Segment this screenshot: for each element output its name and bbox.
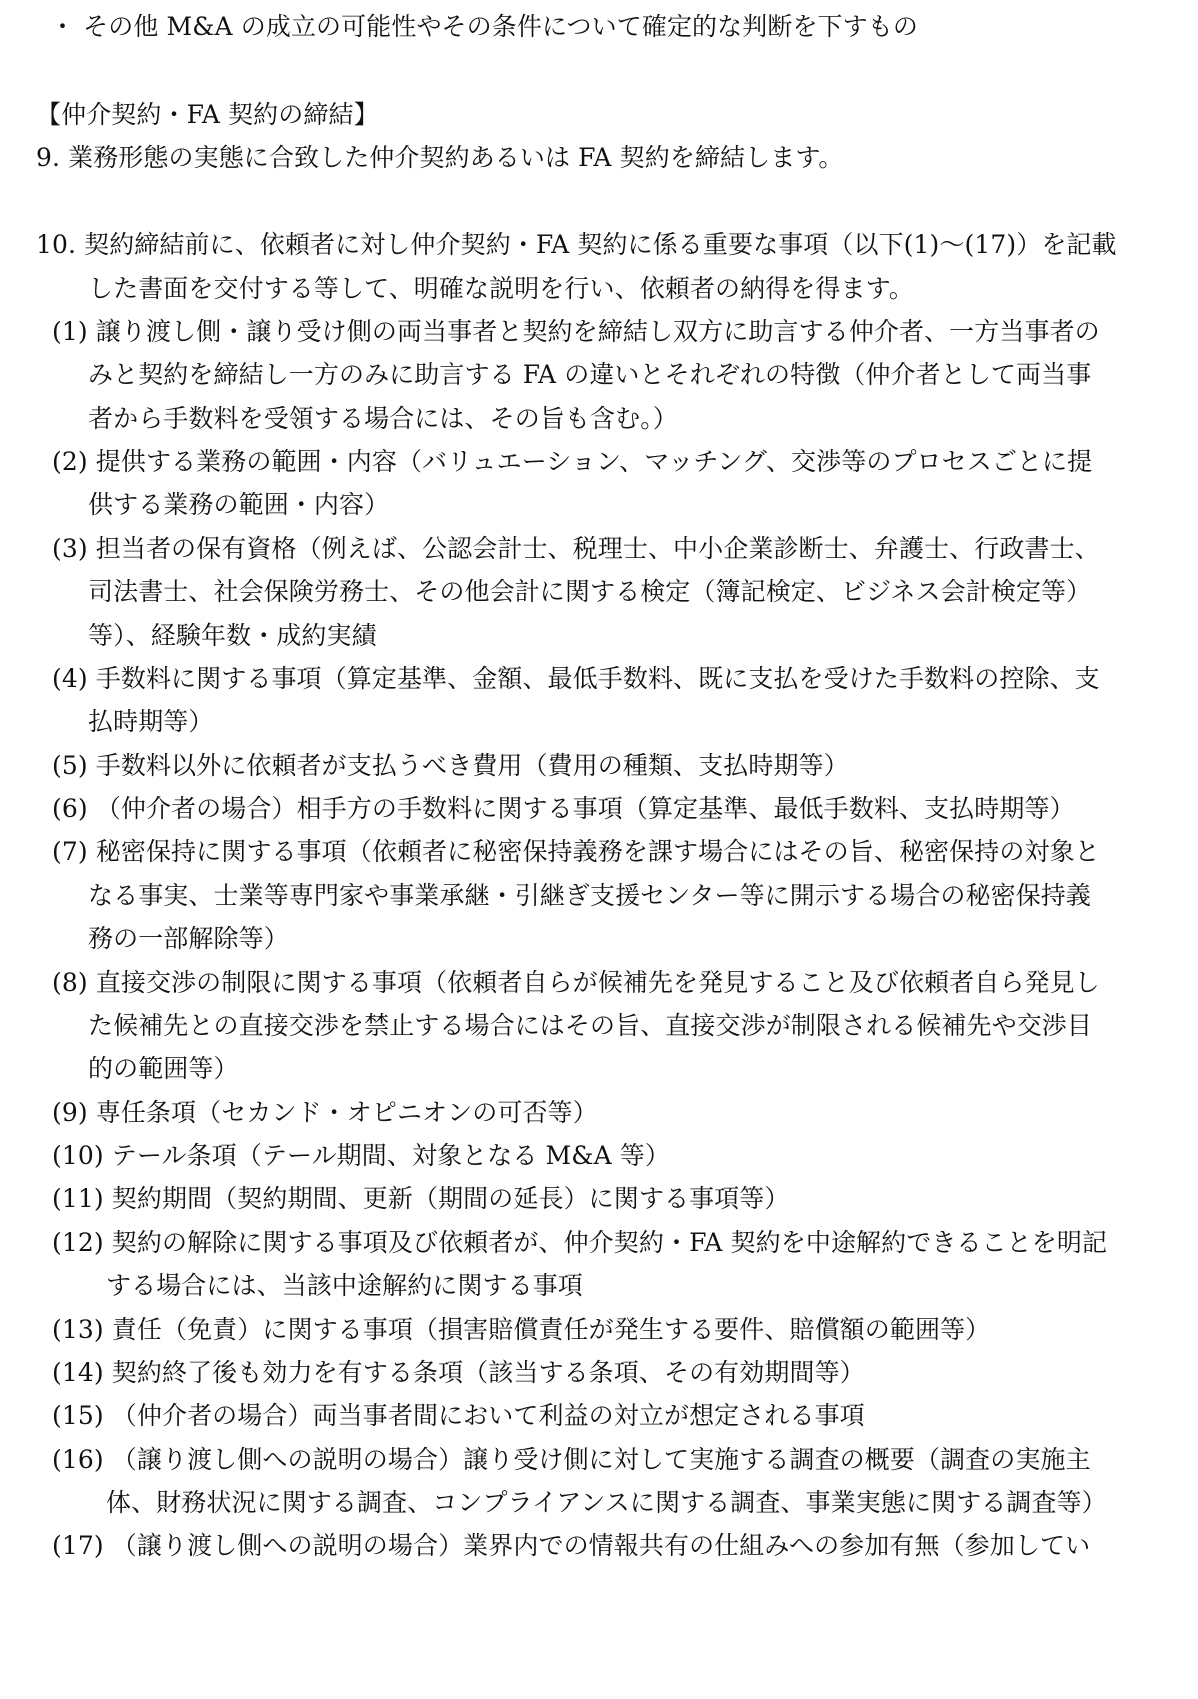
subitem-7-line-3: 務の一部解除等） bbox=[88, 924, 289, 953]
subitem-1-line-2: みと契約を締結し一方のみに助言する FA の違いとそれぞれの特徴（仲介者として両当事 bbox=[88, 360, 1092, 389]
subitem-16-line-1: (16) （譲り渡し側への説明の場合）譲り受け側に対して実施する調査の概要（調査の実施主 bbox=[52, 1445, 1091, 1474]
subitem-4-line-2: 払時期等） bbox=[88, 707, 214, 736]
subitem-14: (14) 契約終了後も効力を有する条項（該当する条項、その有効期間等） bbox=[52, 1358, 865, 1387]
subitem-17-line-1: (17) （譲り渡し側への説明の場合）業界内での情報共有の仕組みへの参加有無（参加してい bbox=[52, 1531, 1091, 1560]
subitem-5: (5) 手数料以外に依頼者が支払うべき費用（費用の種類、支払時期等） bbox=[52, 751, 849, 780]
list-item-10-line-1: 10. 契約締結前に、依頼者に対し仲介契約・FA 契約に係る重要な事項（以下(1)～(17)）を記載 bbox=[36, 230, 1117, 259]
subitem-9: (9) 専任条項（セカンド・オピニオンの可否等） bbox=[52, 1098, 598, 1127]
subitem-8-line-1: (8) 直接交渉の制限に関する事項（依頼者自らが候補先を発見すること及び依頼者自ら発見し bbox=[52, 968, 1100, 997]
subitem-6: (6) （仲介者の場合）相手方の手数料に関する事項（算定基準、最低手数料、支払時期等） bbox=[52, 794, 1075, 823]
list-item-10-line-2: した書面を交付する等して、明確な説明を行い、依頼者の納得を得ます。 bbox=[88, 274, 914, 303]
bullet-line: ・ その他 M&A の成立の可能性やその条件について確定的な判断を下すもの bbox=[50, 12, 918, 41]
subitem-2-line-2: 供する業務の範囲・内容） bbox=[88, 490, 390, 519]
subitem-3-line-2: 司法書士、社会保険労務士、その他会計に関する検定（簿記検定、ビジネス会計検定等） bbox=[88, 577, 1092, 606]
subitem-11: (11) 契約期間（契約期間、更新（期間の延長）に関する事項等） bbox=[52, 1184, 790, 1213]
subitem-1-line-3: 者から手数料を受領する場合には、その旨も含む。） bbox=[88, 404, 678, 433]
subitem-15: (15) （仲介者の場合）両当事者間において利益の対立が想定される事項 bbox=[52, 1401, 865, 1430]
subitem-8-line-3: 的の範囲等） bbox=[88, 1054, 239, 1083]
subitem-10: (10) テール条項（テール期間、対象となる M&A 等） bbox=[52, 1141, 670, 1170]
subitem-3-line-3: 等）、経験年数・成約実績 bbox=[88, 621, 377, 650]
list-item-9: 9. 業務形態の実態に合致した仲介契約あるいは FA 契約を締結します。 bbox=[36, 143, 844, 172]
subitem-12-line-1: (12) 契約の解除に関する事項及び依頼者が、仲介契約・FA 契約を中途解約できることを明記 bbox=[52, 1228, 1108, 1257]
subitem-7-line-2: なる事実、士業等専門家や事業承継・引継ぎ支援センター等に開示する場合の秘密保持義 bbox=[88, 881, 1092, 910]
subitem-2-line-1: (2) 提供する業務の範囲・内容（バリュエーション、マッチング、交渉等のプロセスごとに提 bbox=[52, 447, 1093, 476]
subitem-3-line-1: (3) 担当者の保有資格（例えば、公認会計士、税理士、中小企業診断士、弁護士、行政書士、 bbox=[52, 534, 1100, 563]
section-heading: 【仲介契約・FA 契約の締結】 bbox=[36, 100, 379, 129]
subitem-1-line-1: (1) 譲り渡し側・譲り受け側の両当事者と契約を締結し双方に助言する仲介者、一方当事者の bbox=[52, 317, 1100, 346]
subitem-16-line-2: 体、財務状況に関する調査、コンプライアンスに関する調査、事業実態に関する調査等） bbox=[106, 1488, 1107, 1517]
subitem-8-line-2: た候補先との直接交渉を禁止する場合にはその旨、直接交渉が制限される候補先や交渉目 bbox=[88, 1011, 1093, 1040]
subitem-12-line-2: する場合には、当該中途解約に関する事項 bbox=[106, 1271, 583, 1300]
subitem-4-line-1: (4) 手数料に関する事項（算定基準、金額、最低手数料、既に支払を受けた手数料の控除、支 bbox=[52, 664, 1100, 693]
subitem-13: (13) 責任（免責）に関する事項（損害賠償責任が発生する要件、賠償額の範囲等） bbox=[52, 1315, 991, 1344]
subitem-7-line-1: (7) 秘密保持に関する事項（依頼者に秘密保持義務を課す場合にはその旨、秘密保持の対象と bbox=[52, 837, 1100, 866]
